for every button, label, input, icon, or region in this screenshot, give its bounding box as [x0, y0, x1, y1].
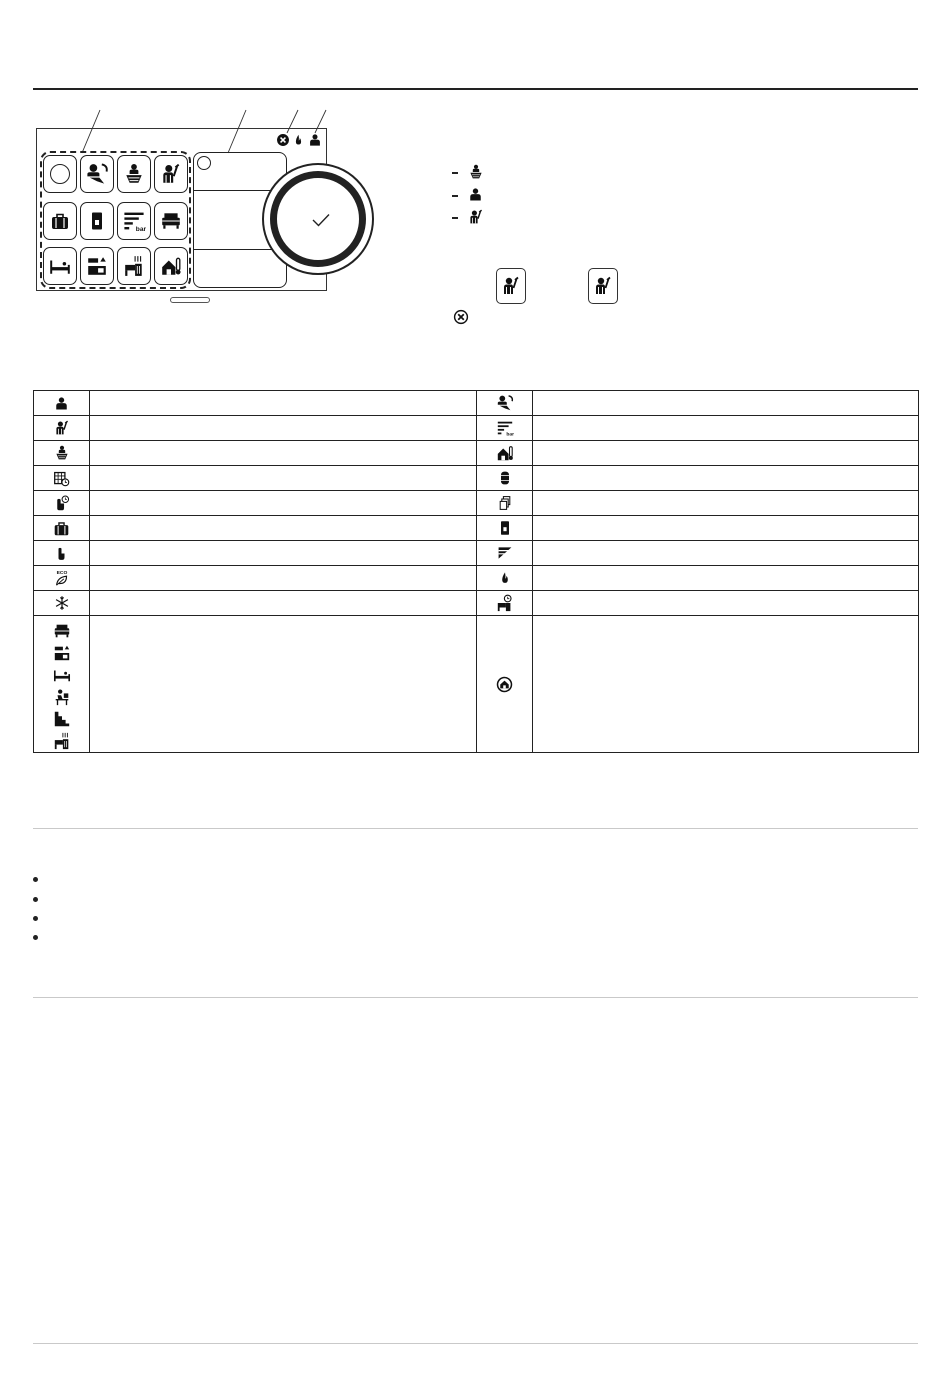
list-bullet [33, 877, 38, 882]
tile-radiator[interactable] [117, 247, 151, 285]
eco-leaf-icon [53, 569, 71, 587]
tile-tank[interactable] [80, 202, 114, 240]
phone-service-icon [85, 162, 109, 186]
service-tools-icon [593, 276, 613, 296]
table-cell [90, 441, 477, 466]
kitchen-icon [86, 255, 108, 277]
device-home-bar [170, 297, 210, 303]
tile-bed[interactable] [43, 247, 77, 285]
table-row [34, 391, 919, 416]
tile-circle[interactable] [43, 155, 77, 193]
dash-mark [452, 172, 458, 174]
error-x-icon [276, 133, 290, 147]
table-cell [90, 416, 477, 441]
hand-clock-icon [53, 495, 70, 512]
table-cell [533, 591, 919, 616]
bed-icon [49, 255, 71, 277]
tile-phone-service[interactable] [80, 155, 114, 193]
icon-legend-table [33, 390, 919, 753]
table-row [34, 466, 919, 491]
table-cell [90, 391, 477, 416]
snowflake-icon [54, 595, 70, 611]
kitchen-icon [53, 644, 71, 662]
table-row [34, 491, 919, 516]
tile-house-thermometer[interactable] [154, 247, 188, 285]
suitcase-icon [53, 520, 70, 537]
circle-icon [50, 164, 70, 184]
table-row [34, 516, 919, 541]
flame-icon [292, 133, 305, 147]
service-tools-button [496, 268, 526, 304]
boiler-icon [497, 520, 513, 536]
tile-sofa[interactable] [154, 202, 188, 240]
list-item-marker [197, 156, 211, 170]
sofa-icon [53, 622, 71, 640]
service-tools-button-active [588, 268, 618, 304]
table-cell [90, 516, 477, 541]
table-cell [533, 391, 919, 416]
table-row [34, 416, 919, 441]
service-tools-icon [468, 209, 484, 225]
stairs-icon [53, 710, 71, 728]
house-zone-icon [496, 676, 513, 693]
table-cell [90, 541, 477, 566]
table-row [34, 541, 919, 566]
table-cell [533, 566, 919, 591]
calendar-clock-icon [53, 470, 70, 487]
table-row [34, 616, 919, 753]
bar-pressure-icon [122, 209, 146, 233]
person-icon [468, 187, 483, 202]
service-tools-icon [54, 420, 70, 436]
table-cell [533, 616, 919, 753]
signal-bars-icon [497, 545, 513, 561]
table-row [34, 566, 919, 591]
sofa-icon [160, 210, 182, 232]
table-cell [90, 616, 477, 753]
table-cell [90, 466, 477, 491]
table-cell [533, 466, 919, 491]
tank-icon [497, 470, 513, 486]
table-row [34, 441, 919, 466]
table-cell [90, 591, 477, 616]
tile-suitcase[interactable] [43, 202, 77, 240]
rotary-knob[interactable] [262, 163, 374, 275]
tile-bar-pressure[interactable] [117, 202, 151, 240]
table-cell [90, 566, 477, 591]
table-cell [533, 541, 919, 566]
section-divider [33, 828, 918, 829]
tile-service-tools[interactable] [154, 155, 188, 193]
hand-touch-icon [54, 546, 69, 561]
footer-rule [33, 1343, 918, 1344]
service-tools-icon [501, 276, 521, 296]
radiator-clock-icon [496, 594, 514, 612]
person-icon [308, 133, 322, 147]
table-cell [533, 516, 919, 541]
table-cell [533, 416, 919, 441]
chimney-sweep-icon [468, 164, 484, 180]
dash-mark [452, 195, 458, 197]
table-cell [533, 441, 919, 466]
desk-icon [53, 688, 71, 706]
table-cell [90, 491, 477, 516]
error-x-icon [453, 309, 469, 325]
person-icon [54, 396, 69, 411]
house-thermometer-icon [160, 255, 182, 277]
checkmark-icon [312, 213, 330, 227]
section-divider [33, 997, 918, 998]
table-row [34, 591, 919, 616]
tile-kitchen[interactable] [80, 247, 114, 285]
list-bullet [33, 935, 38, 940]
table-cell [533, 491, 919, 516]
tile-chimney-sweep[interactable] [117, 155, 151, 193]
radiator-icon [53, 732, 71, 750]
radiator-icon [123, 255, 145, 277]
flame-icon [498, 571, 512, 585]
phone-service-icon [496, 394, 514, 412]
house-thermometer-icon [496, 444, 514, 462]
chimney-sweep-icon [123, 163, 145, 185]
bed-icon [53, 666, 71, 684]
service-tools-icon [160, 163, 182, 185]
dash-mark [452, 217, 458, 219]
copy-icon [497, 495, 513, 511]
tank-icon [87, 211, 107, 231]
suitcase-icon [50, 211, 70, 231]
list-bullet [33, 897, 38, 902]
bar-pressure-icon [496, 419, 514, 437]
chimney-sweep-icon [54, 445, 70, 461]
list-bullet [33, 916, 38, 921]
